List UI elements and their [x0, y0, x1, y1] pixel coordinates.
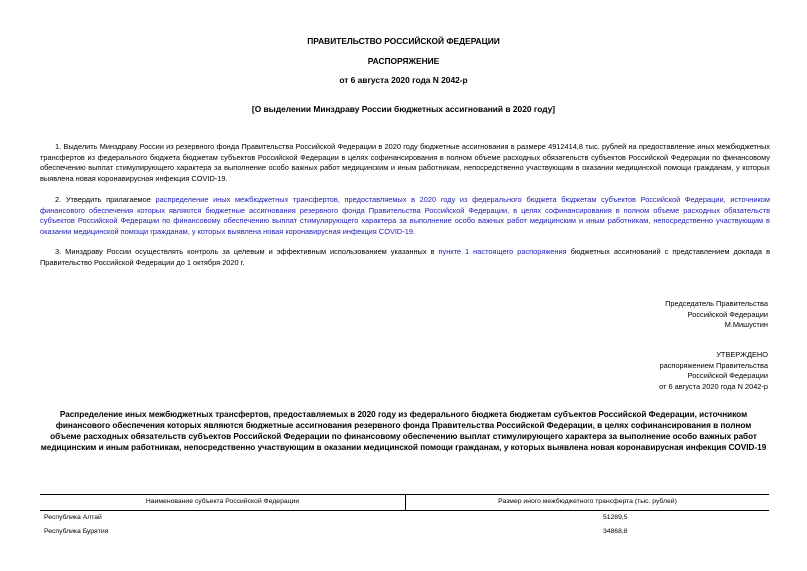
paragraph-2-text-after: . [412, 226, 416, 236]
signature-organization: Российской Федерации [687, 309, 768, 319]
document-subject: [О выделении Минздраву России бюджетных ассигнований в 2020 году] [251, 104, 556, 114]
approval-organization: Российской Федерации [687, 371, 768, 381]
approval-authority: распоряжением Правительства [659, 360, 768, 370]
document-type: РАСПОРЯЖЕНИЕ [367, 56, 440, 66]
column-header-amount: Размер иного межбюджетного трансферта (тыс. рублей) [406, 495, 770, 511]
paragraph-3 [40, 247, 770, 268]
paragraph-2 [40, 195, 770, 237]
paragraph-3-text-after: бюджетных ассигнований с представлением доклада в Правительство Российской Федерации до 1 октября 2020 г. [40, 247, 770, 267]
distribution-table [40, 494, 769, 540]
paragraph-1: 1. Выделить Минздраву России из резервного фонда Правительства Российской Федерации в 2020 году бюджетные ассигнования в размере 4912414,8 тыс. рублей на предоставление иных межбюджетных трансфертов из федерального бюджета бюджетам субъектов Российской Федерации в целях софинансирования в полном объеме расходных обязательств субъектов Российской Федерации по финансовому обеспечению выплат стимулирующего характера за выполнение особо важных работ медицинским и иным работникам, непосредственно участвующим в оказании медицинской помощи гражданам, у которых выявлена новая коронавирусная инфекция COVID-19. [40, 142, 770, 183]
approval-block [588, 350, 768, 392]
paragraph-3-text-before: 3. Минздраву России осуществлять контроль за целевым и эффективным использованием указанных в [55, 247, 439, 256]
government-heading: ПРАВИТЕЛЬСТВО РОССИЙСКОЙ ФЕДЕРАЦИИ [307, 36, 500, 46]
document-date-number: от 6 августа 2020 года N 2042-р [339, 75, 468, 85]
table-row [40, 525, 769, 540]
table-header-row [40, 495, 769, 511]
distribution-link[interactable]: распределение иных межбюджетных трансфертов, предоставляемых в 2020 году из федерального бюджета бюджетам субъектов Российской Федерации, источником финансового обеспечения которых являются бюджетные ассигнования резервного фонда Правительства Российской Федерации, в целях софинансирования в полном объеме расходных обязательств субъектов Российской Федерации по финансовому обеспечению выплат стимулирующего характера за выполнение особо важных работ медицинским и иным работникам, непосредственно участвующим в оказании медицинской помощи гражданам, у которых выявлена новая коронавирусная инфекция COVID-19 [40, 195, 770, 236]
signature-position: Председатель Правительства [665, 299, 768, 308]
signature-block [588, 299, 768, 331]
table-row [40, 510, 769, 525]
approval-date: от 6 августа 2020 года N 2042-р [659, 381, 768, 391]
table-cell-amount: 34868,8 [602, 528, 628, 536]
paragraph-2-text-before: 2. Утвердить прилагаемое [55, 195, 156, 204]
signature-name: М.Мишустин [724, 320, 768, 330]
table-cell-amount: 51289,5 [602, 513, 628, 521]
column-header-subject: Наименование субъекта Российской Федерации [40, 495, 406, 511]
table-cell-subject: Республика Бурятия [44, 528, 109, 536]
annex-title: Распределение иных межбюджетных трансфертов, предоставляемых в 2020 году из федерального бюджета бюджетам субъектов Российской Федерации, источником финансового обеспечения которых являются бюджетные ассигнования резервного фонда Правительства Российской Федерации, в целях софинансирования в полном объеме расходных обязательств субъектов Российской Федерации по финансовому обеспечению выплат стимулирующего характера за выполнение особо важных работ медицинским и иным работникам, непосредственно участвующим в оказании медицинской помощи гражданам, у которых выявлена новая коронавирусная инфекция COVID-19 [40, 410, 767, 452]
clause-1-link[interactable]: пункте 1 настоящего распоряжения [438, 247, 567, 256]
approval-stamp: УТВЕРЖДЕНО [716, 350, 768, 359]
table-cell-subject: Республика Алтай [44, 513, 102, 521]
